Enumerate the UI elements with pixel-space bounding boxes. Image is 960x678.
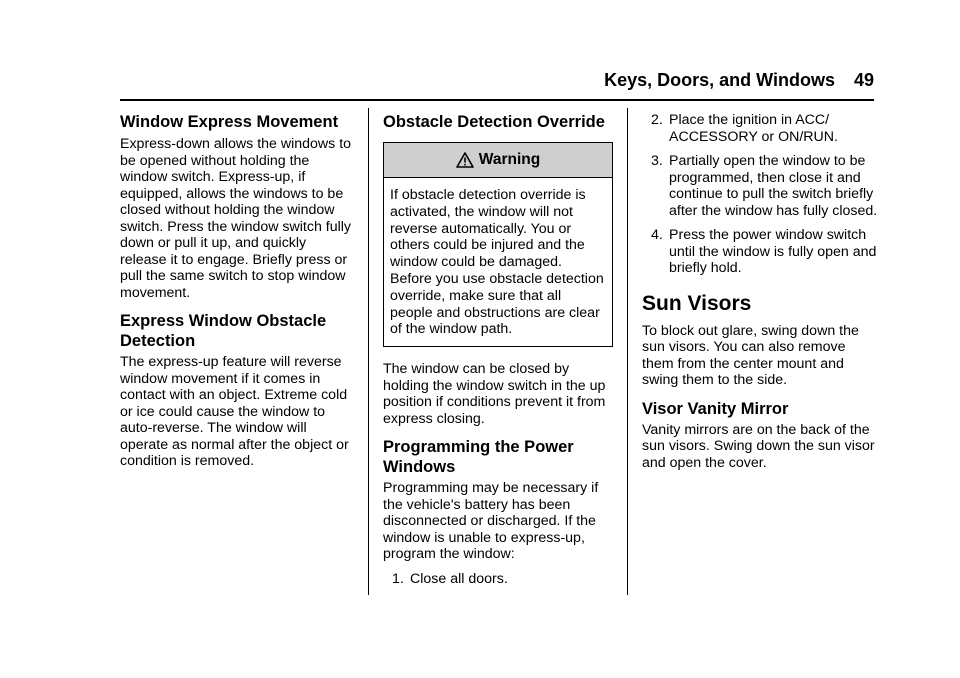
column-divider — [368, 108, 369, 595]
paragraph-vanity-mirror: Vanity mirrors are on the back of the sun visors. Swing down the sun visor and open the cover. — [642, 421, 875, 471]
warning-box — [383, 142, 613, 347]
step-number: 1. — [392, 570, 404, 587]
step-number: 2. — [651, 112, 663, 128]
column-divider — [627, 108, 628, 595]
heading-express-obstacle-detection: Express Window Obstacle Detection — [120, 312, 327, 350]
warning-title: Warning — [478, 151, 541, 168]
step-number: 3. — [651, 153, 663, 169]
column-1 — [120, 108, 356, 470]
column-3 — [642, 108, 878, 471]
list-item — [642, 153, 878, 219]
paragraph-programming: Programming may be necessary if the vehicle's battery has been disconnected or discharged. If the window is unable to express-up, program the window: — [383, 480, 599, 563]
step-text: Press the power window switch until the window is fully open and briefly hold. — [669, 227, 877, 276]
section-title: Keys, Doors, and Windows — [604, 70, 835, 90]
column-2 — [383, 108, 613, 595]
heading-programming-power-windows: Programming the Power Windows — [383, 438, 574, 477]
paragraph-close-window: The window can be closed by holding the window switch in the up position if conditions prevent it from express closing. — [383, 361, 606, 427]
list-item — [383, 571, 613, 588]
heading-visor-vanity-mirror: Visor Vanity Mirror — [642, 399, 789, 418]
warning-triangle-icon — [456, 152, 474, 168]
warning-header — [384, 143, 612, 178]
header-rule — [120, 99, 874, 101]
warning-body: If obstacle detection override is activated, the window will not reverse automatically. You or others could be injured and the window could be damaged. Before you use obstacle detection override, make sure that all people and obstructions are clear of the window path. — [390, 187, 604, 338]
paragraph-sun-visors: To block out glare, swing down the sun visors. You can also remove them from the center mount and swing them to the side. — [642, 322, 859, 388]
programming-steps — [383, 571, 613, 588]
heading-sun-visors: Sun Visors — [642, 291, 752, 315]
paragraph-express-movement: Express-down allows the windows to be opened without holding the window switch. Express-up, if equipped, allows the windows to be closed without holding the window switch. Press the window switch fully down or pull it up, and quickly release it to engage. Briefly press or pull the same switch to stop window movement. — [120, 136, 352, 301]
page-number: 49 — [853, 70, 874, 90]
step-text: Close all doors. — [410, 570, 508, 587]
list-item — [642, 112, 878, 145]
step-text: Place the ignition in ACC/ ACCESSORY or ON/RUN. — [669, 112, 838, 145]
paragraph-obstacle-detection: The express-up feature will reverse window movement if it comes in contact with an object. Extreme cold or ice could cause the window to auto-reverse. The window will operate as normal after the object or condition is removed. — [120, 354, 349, 469]
programming-steps-continued — [642, 112, 878, 277]
step-text: Partially open the window to be programmed, then close it and continue to pull the switch briefly after the window has fully closed. — [669, 153, 878, 219]
step-number: 4. — [651, 227, 663, 243]
heading-window-express-movement: Window Express Movement — [120, 113, 339, 131]
page-header — [604, 70, 874, 91]
heading-obstacle-override: Obstacle Detection Override — [383, 113, 605, 131]
list-item — [642, 227, 878, 277]
